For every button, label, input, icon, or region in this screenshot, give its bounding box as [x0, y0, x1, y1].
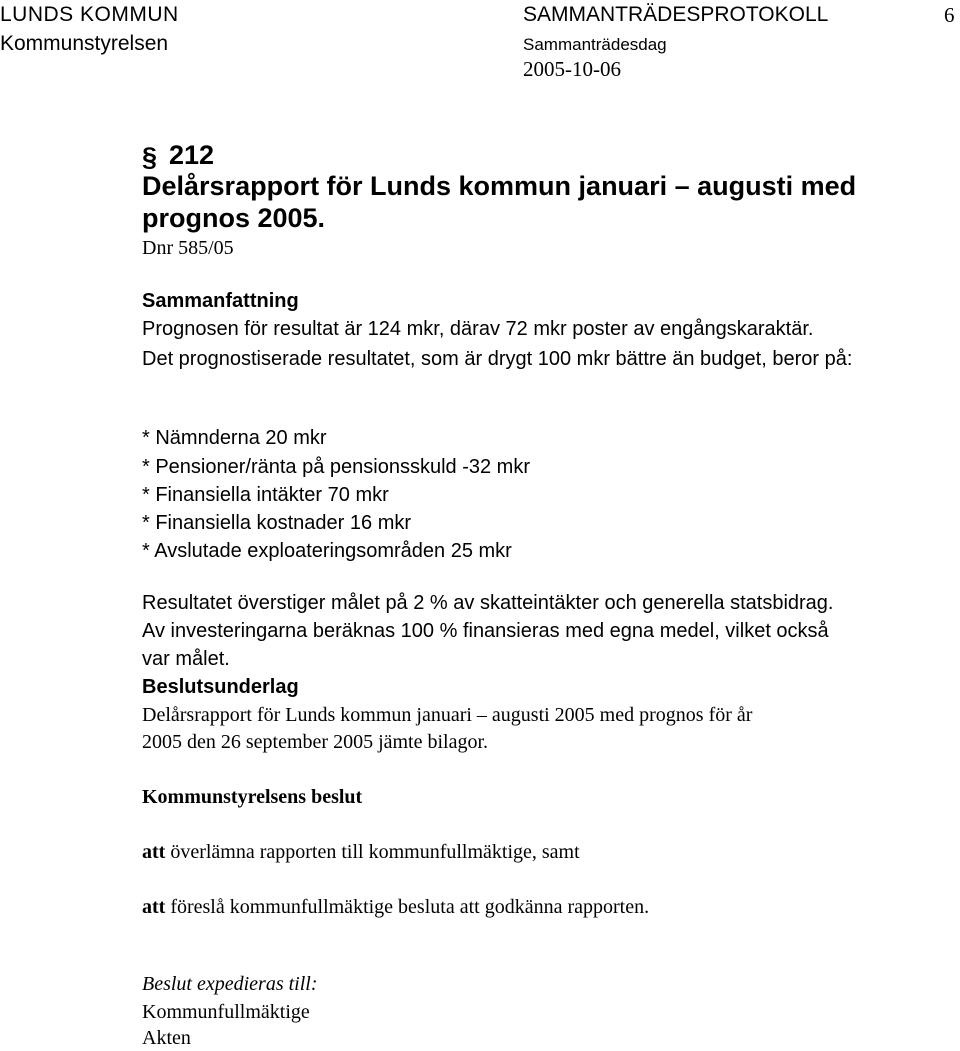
meeting-date-label: Sammanträdesdag [523, 35, 667, 54]
decision-clause-text: överlämna rapporten till kommunfullmäktige, samt [165, 841, 580, 863]
organization-name: LUNDS KOMMUN [0, 3, 179, 26]
att-keyword: att [142, 896, 166, 918]
result-line-1: Resultatet överstiger målet på 2 % av skatteintäkter och generella statsbidrag. [142, 592, 834, 614]
decision-clause-2 [142, 896, 649, 919]
att-keyword: att [142, 841, 166, 863]
section-number: 212 [169, 140, 215, 170]
decision-clause-1 [142, 841, 580, 864]
board-name: Kommunstyrelsen [0, 32, 169, 55]
list-item: * Finansiella intäkter 70 mkr [142, 484, 389, 506]
summary-line-1: Prognosen för resultat är 124 mkr, därav 72 mkr poster av engångskaraktär. [142, 318, 814, 340]
result-line-2: Av investeringarna beräknas 100 % finansieras med egna medel, vilket också [142, 620, 829, 642]
list-item: * Finansiella kostnader 16 mkr [142, 512, 412, 534]
page-number: 6 [944, 3, 955, 27]
list-item: * Pensioner/ränta på pensionsskuld -32 mkr [142, 456, 530, 478]
basis-line-1: Delårsrapport för Lunds kommun januari – augusti 2005 med prognos för år [142, 704, 753, 726]
list-item: * Nämnderna 20 mkr [142, 427, 327, 449]
section-title-line-1: Delårsrapport för Lunds kommun januari – augusti med [142, 171, 857, 201]
dispatch-recipient: Kommunfullmäktige [142, 1001, 310, 1023]
list-item: * Avslutade exploateringsområden 25 mkr [142, 540, 512, 562]
decision-heading: Kommunstyrelsens beslut [142, 786, 363, 808]
result-line-3: var målet. [142, 648, 230, 670]
diary-number: Dnr 585/05 [142, 237, 234, 259]
meeting-date: 2005-10-06 [523, 57, 621, 81]
summary-line-2: Det prognostiserade resultatet, som är drygt 100 mkr bättre än budget, beror på: [142, 348, 853, 370]
decision-clause-text: föreslå kommunfullmäktige besluta att godkänna rapporten. [165, 896, 650, 918]
paragraph-mark: § [142, 142, 158, 172]
document-type: SAMMANTRÄDESPROTOKOLL [523, 3, 829, 26]
dispatch-heading: Beslut expedieras till: [142, 973, 318, 995]
basis-heading: Beslutsunderlag [142, 676, 299, 698]
section-title-line-2: prognos 2005. [142, 203, 326, 233]
summary-heading: Sammanfattning [142, 290, 299, 312]
dispatch-recipient: Akten [142, 1027, 191, 1049]
basis-line-2: 2005 den 26 september 2005 jämte bilagor. [142, 731, 489, 753]
